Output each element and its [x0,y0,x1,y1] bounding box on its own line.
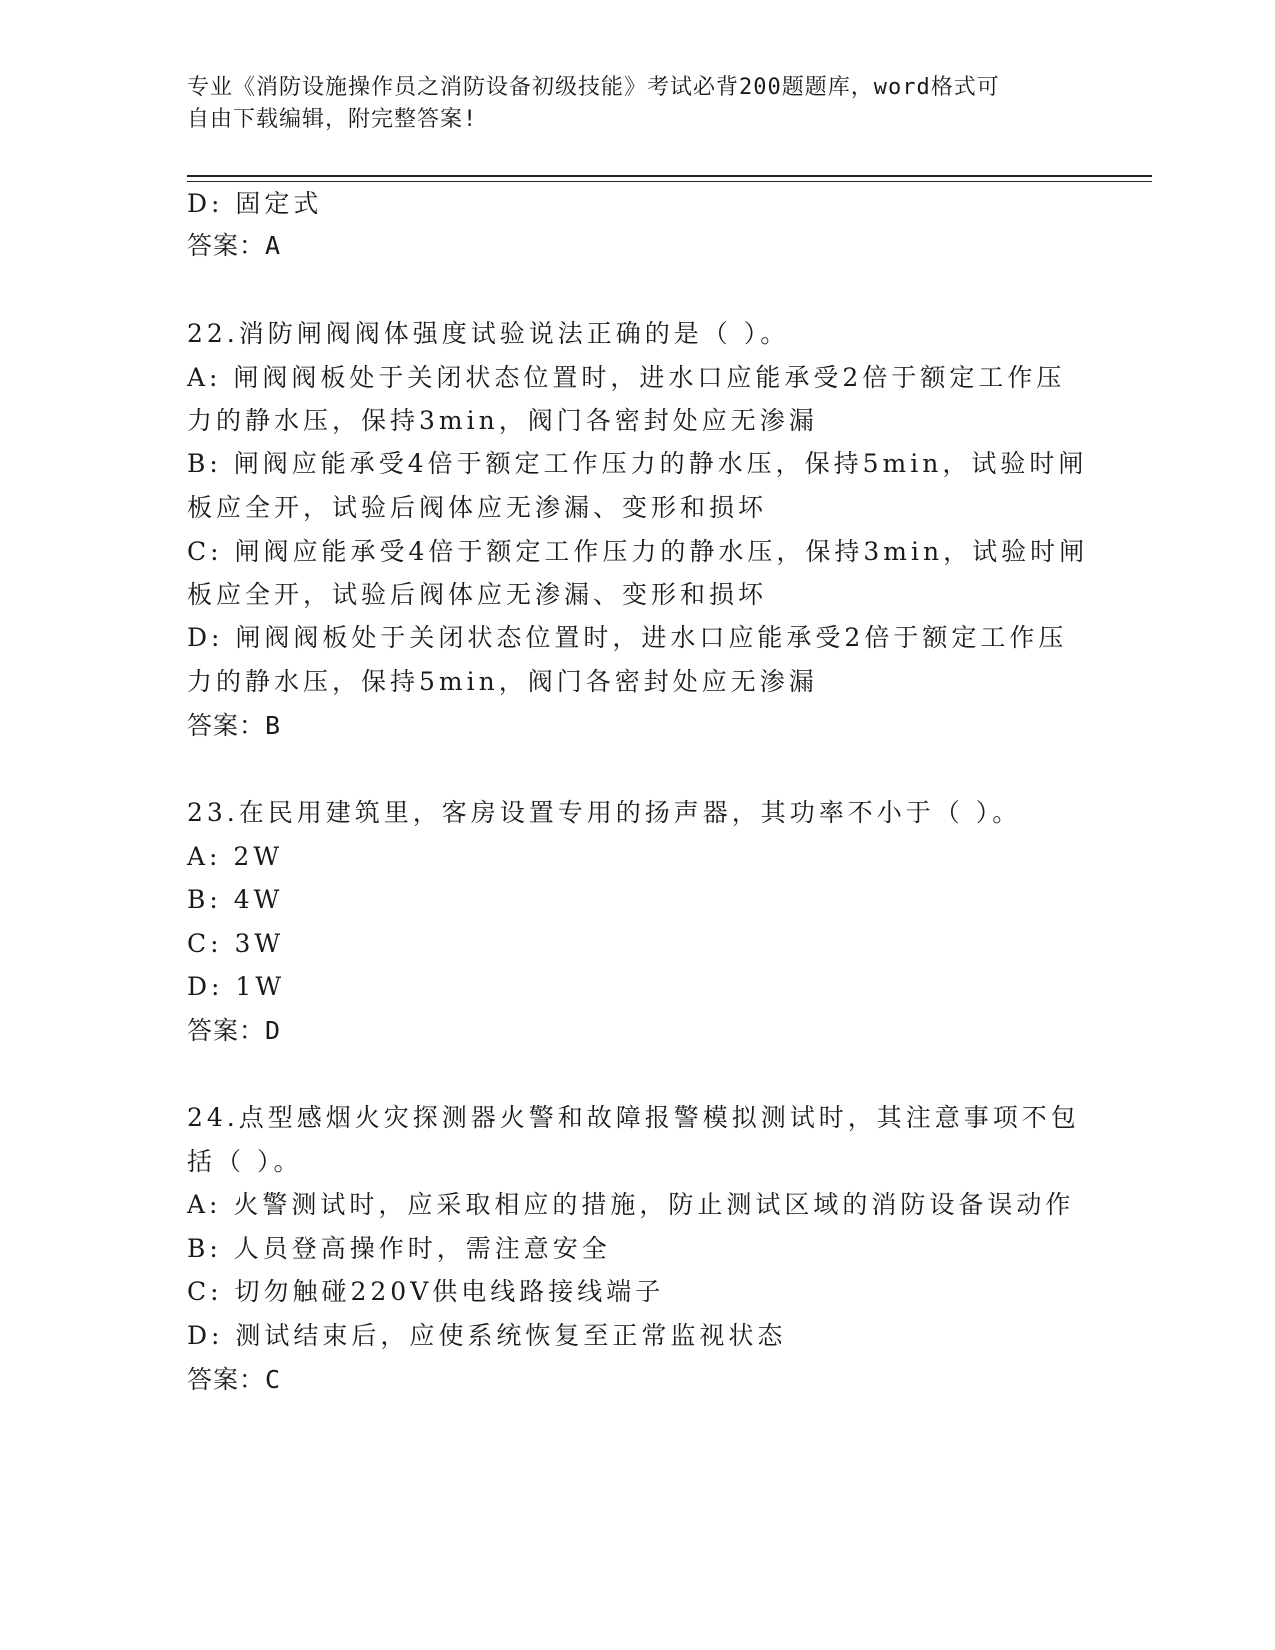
q23-option-d: D: 1W [187,972,286,1001]
header-rule-thick [187,175,1152,177]
q24-stem-line-1: 24.点型感烟火灾探测器火警和故障报警模拟测试时，其注意事项不包 [187,1103,1080,1132]
q21-option-d: D: 固定式 [187,189,323,218]
q22-option-a-line-1: A: 闸阀阀板处于关闭状态位置时，进水口应能承受2倍于额定工作压 [187,363,1066,392]
q23-option-a: A: 2W [187,842,284,871]
q22-stem: 22.消防闸阀阀体强度试验说法正确的是（ ）。 [187,319,790,348]
q24-option-c: C: 切勿触碰220V供电线路接线端子 [187,1277,665,1306]
q22-option-a-line-2: 力的静水压，保持3min，阀门各密封处应无渗漏 [187,406,818,435]
q22-option-c-line-2: 板应全开，试验后阀体应无渗漏、变形和损坏 [187,580,768,609]
q22-option-b-line-2: 板应全开，试验后阀体应无渗漏、变形和损坏 [187,493,768,522]
q24-option-b: B: 人员登高操作时，需注意安全 [187,1234,611,1263]
q23-option-b: B: 4W [187,885,284,914]
page-header [187,72,1067,136]
q22-option-c-line-1: C: 闸阀应能承受4倍于额定工作压力的静水压，保持3min，试验时闸 [187,537,1089,566]
q22-answer: 答案：B [187,711,282,740]
header-line-2: 自由下载编辑，附完整答案! [187,107,478,132]
q24-option-a: A: 火警测试时，应采取相应的措施，防止测试区域的消防设备误动作 [187,1190,1075,1219]
q22-option-b-line-1: B: 闸阀应能承受4倍于额定工作压力的静水压，保持5min，试验时闸 [187,449,1088,478]
q24-stem-line-2: 括（ ）。 [187,1147,303,1176]
q24-answer: 答案：C [187,1365,282,1394]
q23-answer: 答案：D [187,1016,282,1045]
q24-option-d: D: 测试结束后，应使系统恢复至正常监视状态 [187,1321,787,1350]
header-rule-thin [187,181,1152,182]
header-line-1: 专业《消防设施操作员之消防设备初级技能》考试必背200题题库，word格式可 [187,75,1000,100]
q23-option-c: C: 3W [187,929,285,958]
q22-option-d-line-1: D: 闸阀阀板处于关闭状态位置时，进水口应能承受2倍于额定工作压 [187,623,1068,652]
q23-stem: 23.在民用建筑里，客房设置专用的扬声器，其功率不小于（ ）。 [187,798,1022,827]
q21-answer: 答案：A [187,231,282,260]
q22-option-d-line-2: 力的静水压，保持5min，阀门各密封处应无渗漏 [187,667,818,696]
